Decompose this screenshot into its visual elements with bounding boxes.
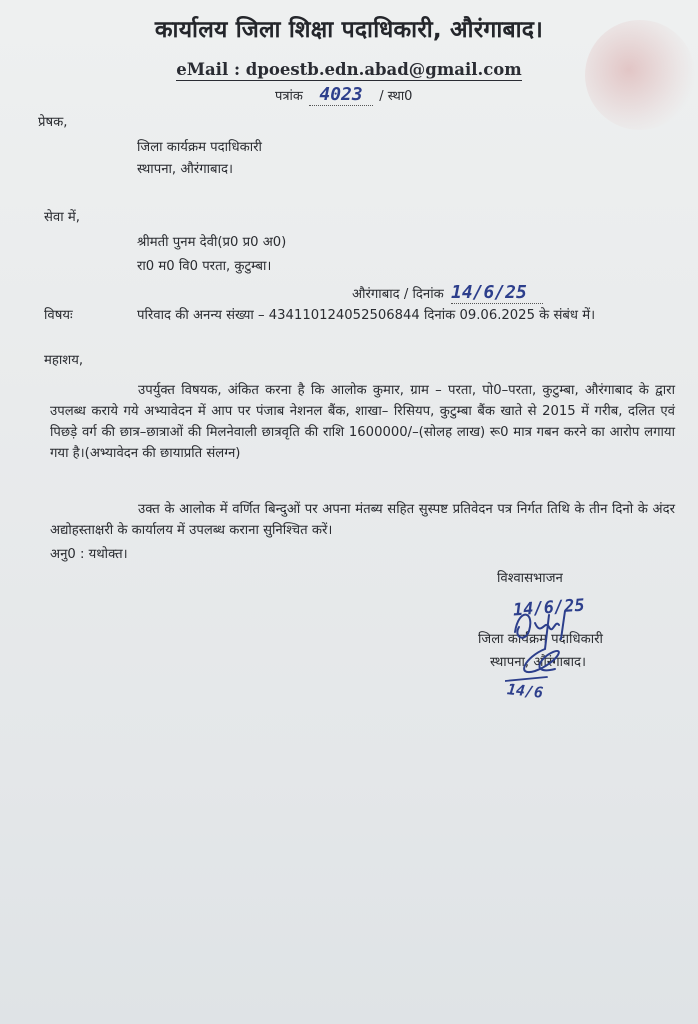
salutation: महाशय, — [44, 353, 84, 368]
email-text: eMail : dpoestb.edn.abad@gmail.com — [176, 60, 522, 79]
date-value: 14/6/25 — [451, 282, 543, 304]
patrank-label: पत्रांक — [275, 89, 303, 104]
letterhead-email — [0, 60, 698, 79]
closing-designation: जिला कार्यक्रम पदाधिकारी — [478, 632, 603, 647]
patrank-number: 4023 — [309, 84, 373, 106]
recipient-line1: श्रीमती पुनम देवी(प्र0 प्र0 अ0) — [137, 235, 287, 250]
closing-label: विश्वासभाजन — [497, 571, 563, 586]
subject-text: परिवाद की अनन्य संख्या – 434110124052506844 दिनांक 09.06.2025 के संबंध में। — [137, 308, 596, 323]
closing-office: स्थापना, औरंगाबाद। — [490, 655, 586, 670]
sender-label: प्रेषक, — [38, 115, 68, 130]
signature-date-note: 14/6/25 — [512, 595, 586, 621]
sender-line2: स्थापना, औरंगाबाद। — [137, 162, 233, 177]
enclosure-note: अनु0 : यथोक्त। — [50, 547, 128, 562]
recipient-label: सेवा में, — [44, 210, 80, 225]
letter-number — [275, 84, 412, 106]
subject-label: विषयः — [44, 308, 73, 323]
body-paragraph-2: उक्त के आलोक में वर्णित बिन्दुओं पर अपना मंतब्य सहित सुस्पष्ट प्रतिवेदन पत्र निर्गत तिथि के तीन दिनो के अंदर अद्योहस्ताक्षरी के कार्यालय में उपलब्ध कराना सुनिश्चित करें। — [50, 502, 675, 538]
initial-date: 14/6 — [506, 680, 544, 702]
recipient-line2: रा0 म0 वि0 परता, कुटुम्बा। — [137, 259, 272, 274]
body-paragraph-1: उपर्युक्त विषयक, अंकित करना है कि आलोक कुमार, ग्राम – परता, पो0–परता, कुटुम्बा, औरंगाबाद के द्वारा उपलब्ध कराये गये अभ्यावेदन में आप पर पंजाब नेशनल बैंक, शाखा– रिसियप, कुटुम्बा बैंक खाते से 2015 में गरीब, दलित एवं पिछड़े वर्ग की छात्र–छात्राओं की मिलनेवाली छात्रवृति की राशि 1600000/–(सोलह लाख) रू0 मात्र गबन करने का आरोप लगाया गया है।(अभ्यावेदन की छायाप्रति संलग्न) — [50, 383, 675, 461]
patrank-suffix: / स्था0 — [379, 89, 413, 104]
letterhead-title: कार्यालय जिला शिक्षा पदाधिकारी, औरंगाबाद। — [154, 17, 544, 43]
date-label: औरंगाबाद / दिनांक — [352, 287, 444, 302]
date-line — [352, 282, 543, 304]
sender-line1: जिला कार्यक्रम पदाधिकारी — [137, 140, 262, 155]
